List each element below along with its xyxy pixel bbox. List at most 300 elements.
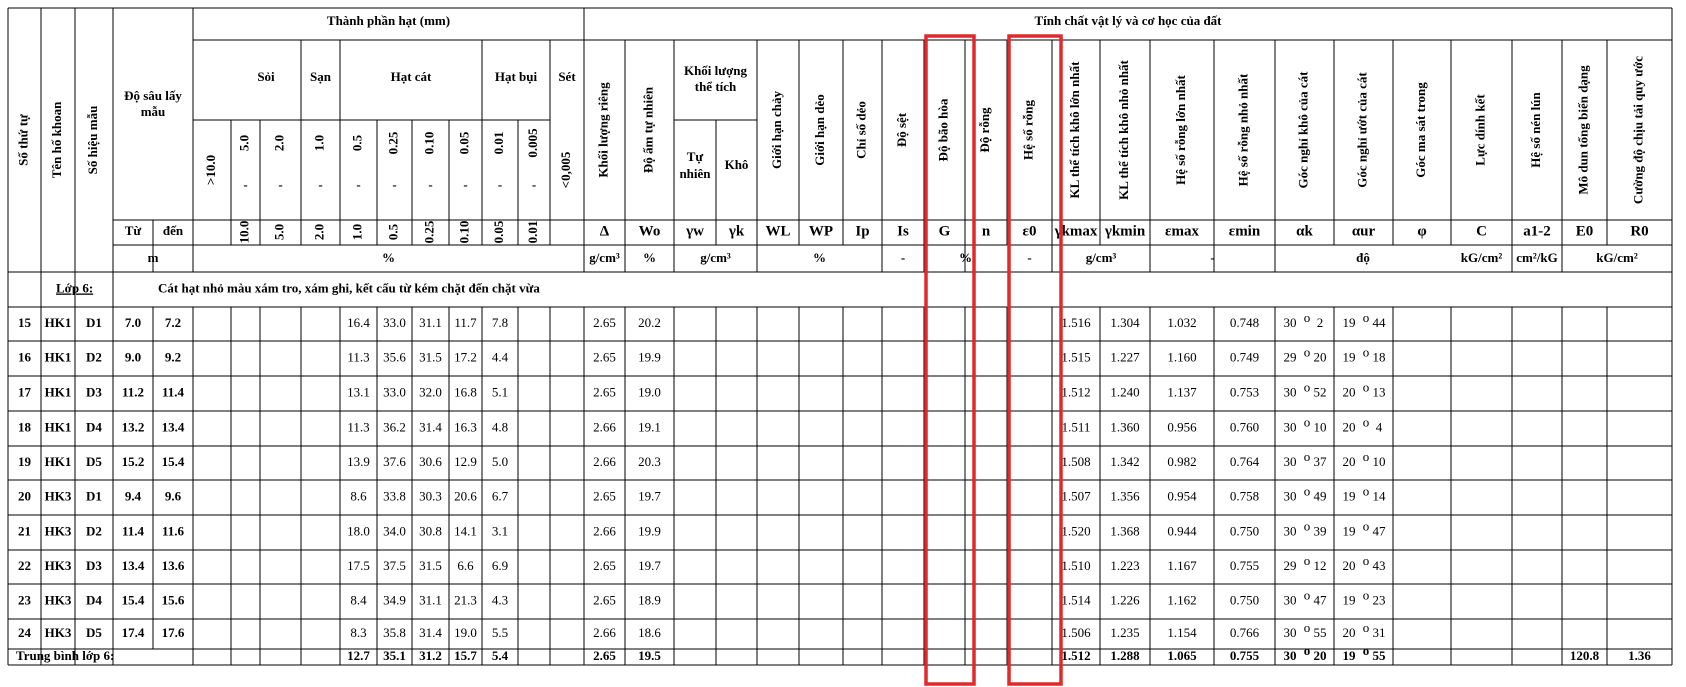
header-prop-7: Độ sệt: [893, 112, 909, 148]
layer-label: Lớp 6:: [56, 280, 94, 296]
row-24-g05: 8.3: [350, 624, 367, 640]
row-23-kmin: 1.226: [1110, 592, 1140, 608]
header-sym-19: a1-2: [1523, 223, 1551, 240]
row-20-au-min: 14: [1372, 488, 1386, 504]
row-23-stt: 23: [18, 592, 31, 608]
header-grain-bot-1: 10.0: [236, 220, 252, 244]
header-sym-3: γk: [728, 223, 745, 240]
row-22-emax: 1.167: [1167, 557, 1197, 573]
row-18-kmax: 1.511: [1061, 419, 1091, 435]
header-sym-0: Δ: [599, 223, 610, 240]
row-22-ak-min: 12: [1313, 557, 1327, 573]
header-prop-0: Khối lượng riêng: [595, 82, 611, 178]
row-20-stt: 20: [18, 488, 31, 504]
row-15-hk: HK1: [44, 314, 72, 330]
row-19-au-deg: 20: [1342, 453, 1356, 469]
row-18-tu: 13.2: [121, 419, 145, 435]
row-18-au-min: 4: [1375, 419, 1383, 435]
row-18-g010: 31.4: [419, 419, 442, 435]
row-19-g010: 30.6: [419, 453, 442, 469]
row-20-tu: 9.4: [124, 488, 142, 504]
row-22-au-deg-sign: o: [1362, 552, 1370, 568]
row-19-au-deg-sign: o: [1362, 448, 1370, 464]
row-17-stt: 17: [18, 384, 31, 400]
row-16-kmax: 1.515: [1061, 349, 1091, 365]
row-16-ak-deg: 29: [1283, 349, 1297, 365]
row-21-ak-deg: 30: [1283, 523, 1297, 539]
header-sym-18: C: [1476, 223, 1487, 240]
row-19-den: 15.4: [161, 453, 185, 469]
row-15-kmin: 1.304: [1110, 314, 1140, 330]
unit-pct-c: %: [959, 249, 972, 265]
header-hat-bui: Hạt bụi: [494, 68, 538, 84]
row-24-g010: 31.4: [419, 624, 442, 640]
row-24-emin: 0.766: [1229, 624, 1260, 640]
row-17-kmax: 1.512: [1061, 384, 1091, 400]
row-17-emax: 1.137: [1167, 384, 1197, 400]
row-18-emax: 0.956: [1167, 419, 1197, 435]
row-23-au-deg: 19: [1342, 592, 1356, 608]
row-21-delta: 2.66: [593, 523, 616, 539]
header-do-sau-line2: mẫu: [140, 103, 166, 119]
header-grain-top-8: 0.01: [490, 131, 506, 155]
average-kmin: 1.288: [1110, 647, 1140, 663]
row-15-ak-deg: 30: [1283, 314, 1297, 330]
header-tu: Từ: [124, 222, 142, 238]
row-16-au-min: 18: [1372, 349, 1386, 365]
header-grain-mid-3: -: [318, 176, 323, 192]
row-22-g001: 6.9: [491, 557, 509, 573]
row-24-emax: 1.154: [1167, 624, 1197, 640]
header-prop-16: Góc nghỉ ướt của cát: [1354, 72, 1370, 188]
header-prop-13: Hệ số rỗng lớn nhất: [1172, 75, 1188, 185]
row-22-emin: 0.755: [1229, 557, 1260, 573]
header-grain-bot-3: 2.0: [311, 223, 327, 241]
row-17-au-min: 13: [1372, 384, 1386, 400]
header-prop-1: Độ ẩm tự nhiên: [640, 86, 656, 174]
unit-g-cm3-a: g/cm³: [589, 249, 620, 265]
row-16-den: 9.2: [164, 349, 182, 365]
row-20-g05: 8.6: [350, 488, 367, 504]
row-21-wo: 19.9: [638, 523, 661, 539]
header-grain-mid-4: -: [356, 176, 361, 192]
average-ak-deg: 30: [1283, 647, 1297, 663]
row-24-tu: 17.4: [121, 624, 145, 640]
row-23-g025: 34.9: [383, 592, 406, 608]
row-21-au-deg: 19: [1342, 523, 1356, 539]
header-sym-16: αur: [1351, 223, 1376, 240]
unit-kg-cm2-b: kG/cm²: [1596, 249, 1638, 265]
row-24-delta: 2.66: [593, 624, 616, 640]
header-klt-line2: thể tích: [694, 78, 737, 94]
row-18-au-deg: 20: [1342, 419, 1356, 435]
row-20-wo: 19.7: [638, 488, 661, 504]
header-tu-nhien-line2: nhiên: [679, 165, 711, 181]
header-grain-mid-7: -: [463, 176, 468, 192]
row-15-au-deg: 19: [1342, 314, 1356, 330]
row-23-g005: 21.3: [454, 592, 477, 608]
row-20-delta: 2.65: [593, 488, 616, 504]
row-24-g025: 35.8: [383, 624, 406, 640]
row-20-ak-deg: 30: [1283, 488, 1297, 504]
row-23-mau: D4: [86, 592, 102, 608]
row-21-mau: D2: [86, 523, 102, 539]
row-15-ak-deg-sign: o: [1303, 309, 1311, 325]
average-g010: 31.2: [419, 647, 442, 663]
row-18-au-deg-sign: o: [1362, 414, 1370, 430]
row-22-au-deg: 20: [1342, 557, 1356, 573]
row-15-kmax: 1.516: [1061, 314, 1091, 330]
row-23-delta: 2.65: [593, 592, 616, 608]
row-19-kmax: 1.508: [1061, 453, 1091, 469]
header-grain-gt10: >10.0: [202, 154, 218, 186]
average-emax: 1.065: [1167, 647, 1197, 663]
row-19-delta: 2.66: [593, 453, 616, 469]
header-hat-cat: Hạt cát: [390, 68, 432, 84]
row-23-tu: 15.4: [121, 592, 145, 608]
row-19-tu: 15.2: [121, 453, 145, 469]
row-17-mau: D3: [86, 384, 102, 400]
average-wo: 19.5: [638, 647, 661, 663]
header-sym-17: φ: [1417, 223, 1427, 240]
header-grain-bot-9: 0.01: [524, 220, 540, 244]
row-20-mau: D1: [86, 488, 102, 504]
layer-description: Cát hạt nhỏ màu xám tro, xám ghi, kết cấu từ kém chặt đến chặt vừa: [158, 280, 540, 296]
row-21-hk: HK3: [44, 523, 72, 539]
row-17-tu: 11.2: [121, 384, 145, 400]
header-prop-8: Độ bão hòa: [935, 98, 951, 162]
header-unit-m: m: [147, 249, 159, 265]
row-22-hk: HK3: [44, 557, 72, 573]
row-21-emax: 0.944: [1167, 523, 1197, 539]
row-18-g001: 4.8: [491, 419, 509, 435]
header-grain-bot-7: 0.10: [456, 220, 472, 244]
row-23-g010: 31.1: [419, 592, 442, 608]
row-15-ak-min: 2: [1316, 314, 1324, 330]
row-15-g025: 33.0: [383, 314, 406, 330]
row-19-g001: 5.0: [491, 453, 509, 469]
row-22-ak-deg-sign: o: [1303, 552, 1311, 568]
average-label: Trung bình lớp 6:: [16, 647, 115, 663]
row-20-den: 9.6: [164, 488, 182, 504]
row-15-wo: 20.2: [638, 314, 661, 330]
row-20-ak-deg-sign: o: [1303, 483, 1311, 499]
row-15-emax: 1.032: [1167, 314, 1197, 330]
row-21-au-deg-sign: o: [1362, 518, 1370, 534]
average-emin: 0.755: [1229, 647, 1260, 663]
header-den: đến: [162, 222, 184, 238]
header-sym-2: γw: [686, 223, 704, 240]
row-18-g025: 36.2: [383, 419, 406, 435]
row-16-au-deg: 19: [1342, 349, 1356, 365]
row-18-wo: 19.1: [638, 419, 661, 435]
row-18-kmin: 1.360: [1110, 419, 1140, 435]
unit-dash-c: -: [1210, 249, 1215, 265]
header-sym-13: εmax: [1165, 223, 1199, 240]
row-22-delta: 2.65: [593, 557, 616, 573]
row-17-au-deg: 20: [1342, 384, 1356, 400]
row-21-emin: 0.750: [1229, 523, 1260, 539]
row-21-den: 11.6: [161, 523, 185, 539]
row-24-g005: 19.0: [454, 624, 477, 640]
header-san: Sạn: [310, 68, 331, 84]
header-tu-nhien-line1: Tự: [686, 148, 704, 164]
header-klt-line1: Khối lượng: [683, 62, 748, 78]
row-20-g010: 30.3: [419, 488, 442, 504]
row-15-delta: 2.65: [593, 314, 616, 330]
header-sym-6: Ip: [855, 223, 870, 240]
row-19-g05: 13.9: [347, 453, 370, 469]
row-21-stt: 21: [18, 523, 31, 539]
table-body: [16, 280, 1651, 663]
unit-do: độ: [1356, 249, 1370, 265]
row-22-wo: 19.7: [638, 557, 661, 573]
header-sym-7: Is: [897, 223, 909, 240]
row-22-g05: 17.5: [347, 557, 370, 573]
row-18-den: 13.4: [161, 419, 185, 435]
header-grain-bot-4: 1.0: [349, 223, 365, 241]
unit-kg-cm2-a: kG/cm²: [1460, 249, 1503, 265]
average-au-deg-sign: o: [1362, 642, 1370, 658]
row-18-ak-deg: 30: [1283, 419, 1297, 435]
header-grain-top-3: 1.0: [311, 134, 327, 152]
row-17-wo: 19.0: [638, 384, 661, 400]
row-24-au-min: 31: [1372, 624, 1386, 640]
average-ak-deg-sign: o: [1303, 642, 1311, 658]
average-au-deg: 19: [1342, 647, 1356, 663]
header-set: Sét: [558, 68, 576, 84]
row-17-ak-min: 52: [1313, 384, 1327, 400]
row-21-kmin: 1.368: [1110, 523, 1140, 539]
header-grain-mid-8: -: [497, 176, 503, 192]
row-22-kmin: 1.223: [1110, 557, 1140, 573]
row-20-g005: 20.6: [454, 488, 477, 504]
row-22-au-min: 43: [1372, 557, 1386, 573]
row-24-ak-deg: 30: [1283, 624, 1297, 640]
row-19-au-min: 10: [1372, 453, 1386, 469]
row-19-ak-min: 37: [1313, 453, 1327, 469]
row-24-g001: 5.5: [491, 624, 509, 640]
row-17-au-deg-sign: o: [1362, 379, 1370, 395]
row-19-emax: 0.982: [1167, 453, 1197, 469]
row-15-stt: 15: [18, 314, 31, 330]
average-g001: 5.4: [491, 647, 509, 663]
header-grain-top-9: 0.005: [524, 128, 540, 158]
row-21-au-min: 47: [1372, 523, 1386, 539]
header-grain-mid-5: -: [392, 176, 397, 192]
header-grain-bot-6: 0.25: [421, 220, 437, 244]
row-15-g05: 16.4: [347, 314, 370, 330]
header-so-hieu-mau: Số hiệu mẫu: [84, 105, 100, 175]
row-20-kmax: 1.507: [1061, 488, 1091, 504]
row-23-ak-deg-sign: o: [1303, 587, 1311, 603]
average-g005: 15.7: [454, 647, 477, 663]
row-24-wo: 18.6: [638, 624, 661, 640]
header-grain-mid-2: -: [278, 176, 283, 192]
row-16-g001: 4.4: [491, 349, 509, 365]
average-kmax: 1.512: [1061, 647, 1091, 663]
row-17-delta: 2.65: [593, 384, 616, 400]
row-16-stt: 16: [18, 349, 31, 365]
row-17-g010: 32.0: [419, 384, 442, 400]
row-23-emax: 1.162: [1167, 592, 1197, 608]
header-grain-mid-1: -: [243, 176, 248, 192]
row-22-g010: 31.5: [419, 557, 442, 573]
header-sym-9: n: [981, 223, 991, 240]
row-17-g005: 16.8: [454, 384, 477, 400]
row-21-g05: 18.0: [347, 523, 370, 539]
row-15-au-deg-sign: o: [1362, 309, 1370, 325]
row-23-au-deg-sign: o: [1362, 587, 1370, 603]
header-grain-percent: %: [382, 249, 395, 265]
row-15-emin: 0.748: [1229, 314, 1260, 330]
row-23-emin: 0.750: [1229, 592, 1260, 608]
row-24-stt: 24: [18, 624, 31, 640]
row-18-hk: HK1: [44, 419, 72, 435]
row-15-tu: 7.0: [124, 314, 142, 330]
row-17-hk: HK1: [44, 384, 72, 400]
header-sym-1: Wo: [638, 223, 661, 240]
row-21-tu: 11.4: [121, 523, 145, 539]
header-grain-top-7: 0.05: [456, 131, 472, 155]
row-17-ak-deg-sign: o: [1303, 379, 1311, 395]
row-17-g05: 13.1: [347, 384, 370, 400]
header-sym-15: αk: [1296, 223, 1313, 240]
header-prop-9: Độ rỗng: [976, 107, 992, 153]
row-17-g025: 33.0: [383, 384, 406, 400]
header-ten-ho-khoan: Tên hố khoan: [48, 101, 64, 179]
row-23-wo: 18.9: [638, 592, 661, 608]
header-sym-5: WP: [808, 223, 834, 240]
row-15-au-min: 44: [1372, 314, 1386, 330]
header-grain-top-2: 2.0: [271, 134, 287, 152]
row-20-g001: 6.7: [491, 488, 509, 504]
unit-pct-a: %: [643, 249, 656, 265]
row-24-ak-min: 55: [1313, 624, 1327, 640]
row-16-delta: 2.65: [593, 349, 616, 365]
row-16-mau: D2: [86, 349, 102, 365]
row-23-g05: 8.4: [350, 592, 367, 608]
row-22-g005: 6.6: [457, 557, 474, 573]
unit-g-cm3-b: g/cm³: [700, 249, 731, 265]
row-22-kmax: 1.510: [1061, 557, 1091, 573]
row-24-hk: HK3: [44, 624, 72, 640]
header-prop-4: Giới hạn chảy: [768, 91, 784, 169]
header-grain-lt0005: <0,005: [557, 151, 573, 189]
row-22-g025: 37.5: [383, 557, 406, 573]
row-24-au-deg: 20: [1342, 624, 1356, 640]
header-tinh-chat: Tính chất vật lý và cơ học của đất: [1034, 12, 1222, 28]
row-23-kmax: 1.514: [1061, 592, 1091, 608]
row-19-g025: 37.6: [383, 453, 406, 469]
header-grain-bot-8: 0.05: [490, 220, 506, 244]
row-20-ak-min: 49: [1313, 488, 1327, 504]
row-24-mau: D5: [86, 624, 102, 640]
row-19-stt: 19: [18, 453, 31, 469]
header-thanh-phan-hat: Thành phần hạt (mm): [326, 12, 451, 28]
unit-pct-b: %: [813, 249, 826, 265]
unit-dash-a: -: [900, 249, 906, 265]
row-17-g001: 5.1: [491, 384, 509, 400]
row-22-mau: D3: [86, 557, 102, 573]
row-19-hk: HK1: [44, 453, 72, 469]
header-sym-4: WL: [765, 223, 791, 240]
row-16-wo: 19.9: [638, 349, 661, 365]
header-grain-bot-5: 0.5: [385, 223, 401, 241]
row-20-kmin: 1.356: [1110, 488, 1140, 504]
row-18-g05: 11.3: [347, 419, 370, 435]
row-19-ak-deg: 30: [1283, 453, 1297, 469]
row-17-emin: 0.753: [1229, 384, 1260, 400]
header-do-sau-line1: Độ sâu lấy: [124, 87, 182, 103]
row-21-ak-min: 39: [1313, 523, 1327, 539]
row-16-emax: 1.160: [1167, 349, 1197, 365]
row-17-den: 11.4: [161, 384, 185, 400]
header-sym-20: E0: [1575, 223, 1594, 240]
average-e0: 120.8: [1569, 647, 1600, 663]
header-prop-10: Hệ số rỗng: [1020, 100, 1036, 160]
row-19-kmin: 1.342: [1110, 453, 1140, 469]
row-20-g025: 33.8: [383, 488, 406, 504]
row-21-g025: 34.0: [383, 523, 406, 539]
row-16-ak-deg-sign: o: [1303, 344, 1311, 360]
unit-g-cm3-c: g/cm³: [1085, 249, 1117, 265]
row-19-ak-deg-sign: o: [1303, 448, 1311, 464]
row-18-ak-deg-sign: o: [1303, 414, 1311, 430]
row-17-kmin: 1.240: [1110, 384, 1140, 400]
row-21-g010: 30.8: [419, 523, 442, 539]
header-kho: Khô: [724, 156, 749, 172]
row-18-ak-min: 10: [1313, 419, 1327, 435]
header-grain-top-4: 0.5: [349, 134, 365, 152]
average-r0: 1.36: [1628, 647, 1651, 663]
header-stt: Số thứ tự: [15, 114, 31, 166]
header-prop-12: KL thể tích khô nhỏ nhất: [1115, 60, 1131, 200]
row-19-g005: 12.9: [454, 453, 477, 469]
row-21-ak-deg-sign: o: [1303, 518, 1311, 534]
row-23-ak-deg: 30: [1283, 592, 1297, 608]
row-23-au-min: 23: [1372, 592, 1386, 608]
row-16-tu: 9.0: [124, 349, 142, 365]
row-18-mau: D4: [86, 419, 102, 435]
row-23-hk: HK3: [44, 592, 72, 608]
row-18-stt: 18: [18, 419, 31, 435]
row-19-emin: 0.764: [1229, 453, 1260, 469]
header-grain-mid-9: -: [531, 176, 537, 192]
row-16-emin: 0.749: [1229, 349, 1260, 365]
row-15-den: 7.2: [164, 314, 182, 330]
header-prop-17: Góc ma sát trong: [1412, 82, 1428, 178]
row-21-kmax: 1.520: [1061, 523, 1091, 539]
header-prop-11: KL thể tích khô lớn nhất: [1066, 61, 1082, 199]
average-au-min: 55: [1372, 647, 1386, 663]
header-prop-20: Mô dun tổng biến dạng: [1575, 65, 1591, 195]
row-23-ak-min: 47: [1313, 592, 1327, 608]
header-prop-14: Hệ số rỗng nhỏ nhất: [1235, 73, 1251, 187]
row-15-g001: 7.8: [491, 314, 509, 330]
header-sym-11: γkmax: [1054, 223, 1098, 240]
row-16-au-deg-sign: o: [1362, 344, 1370, 360]
header-sym-14: εmin: [1228, 223, 1261, 240]
header-grain-top-1: 5.0: [236, 134, 252, 152]
row-22-ak-deg: 29: [1283, 557, 1297, 573]
row-22-stt: 22: [18, 557, 31, 573]
unit-cm2-kg: cm²/kG: [1516, 249, 1558, 265]
header-prop-18: Lực dính kết: [1472, 94, 1488, 166]
row-23-den: 15.6: [161, 592, 185, 608]
average-g05: 12.7: [347, 647, 370, 663]
row-15-g010: 31.1: [419, 314, 442, 330]
